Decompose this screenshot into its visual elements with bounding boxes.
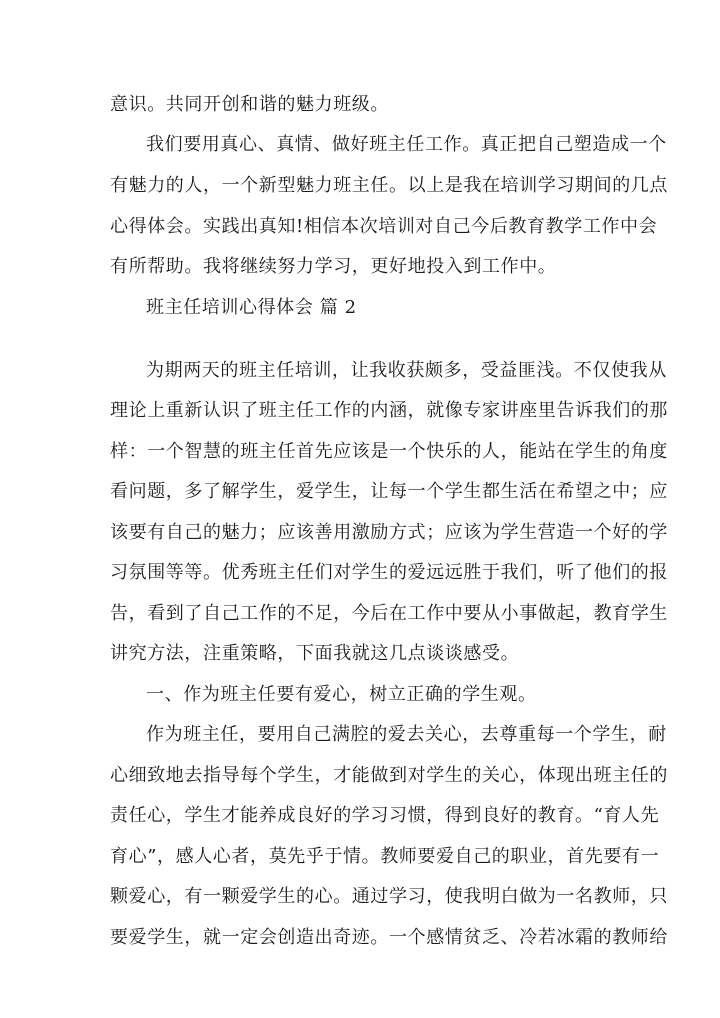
paragraph-line: 有所帮助。我将继续努力学习，更好地投入到工作中。	[110, 256, 557, 277]
paragraph-line: 讲究方法，注重策略，下面我就这几点谈谈感受。	[110, 643, 520, 664]
paragraph-line: 该要有自己的魅力；应该善用激励方式；应该为学生营造一个好的学	[110, 522, 668, 543]
paragraph-line: 为期两天的班主任培训，让我收获颇多，受益匪浅。不仅使我从	[146, 360, 667, 381]
paragraph-line: 告，看到了自己工作的不足，今后在工作中要从小事做起，教育学生	[110, 603, 668, 624]
paragraph-line: 有魅力的人，一个新型魅力班主任。以上是我在培训学习期间的几点	[110, 175, 668, 196]
paragraph-line: 理论上重新认识了班主任工作的内涵，就像专家讲座里告诉我们的那	[110, 400, 668, 421]
paragraph-line: 作为班主任，要用自己满腔的爱去关心，去尊重每一个学生，耐	[146, 724, 667, 745]
paragraph-line: 样：一个智慧的班主任首先应该是一个快乐的人，能站在学生的角度	[110, 441, 668, 462]
paragraph-line: 意识。共同开创和谐的魅力班级。	[110, 94, 389, 115]
paragraph-line: 习氛围等等。优秀班主任们对学生的爱远远胜于我们，听了他们的报	[110, 562, 668, 583]
subheading: 一、作为班主任要有爱心，树立正确的学生观。	[146, 684, 537, 705]
paragraph-line: 育心”，感人心者，莫先乎于情。教师要爱自己的职业，首先要有一	[110, 846, 660, 867]
paragraph-line: 要爱学生，就一定会创造出奇迹。一个感情贫乏、冷若冰霜的教师给	[110, 927, 668, 948]
paragraph-line: 我们要用真心、真情、做好班主任工作。真正把自己塑造成一个	[146, 134, 667, 155]
section-heading: 班主任培训心得体会 篇 2	[146, 297, 357, 318]
paragraph-line: 颗爱心，有一颗爱学生的心。通过学习，使我明白做为一名教师，只	[110, 886, 668, 907]
paragraph-line: 责任心，学生才能养成良好的学习习惯，得到良好的教育。“育人先	[110, 805, 660, 826]
paragraph-line: 看问题，多了解学生，爱学生，让每一个学生都生活在希望之中；应	[110, 481, 668, 502]
paragraph-line: 心得体会。实践出真知!相信本次培训对自己今后教育教学工作中会	[110, 216, 658, 237]
paragraph-line: 心细致地去指导每个学生，才能做到对学生的关心，体现出班主任的	[110, 765, 668, 786]
